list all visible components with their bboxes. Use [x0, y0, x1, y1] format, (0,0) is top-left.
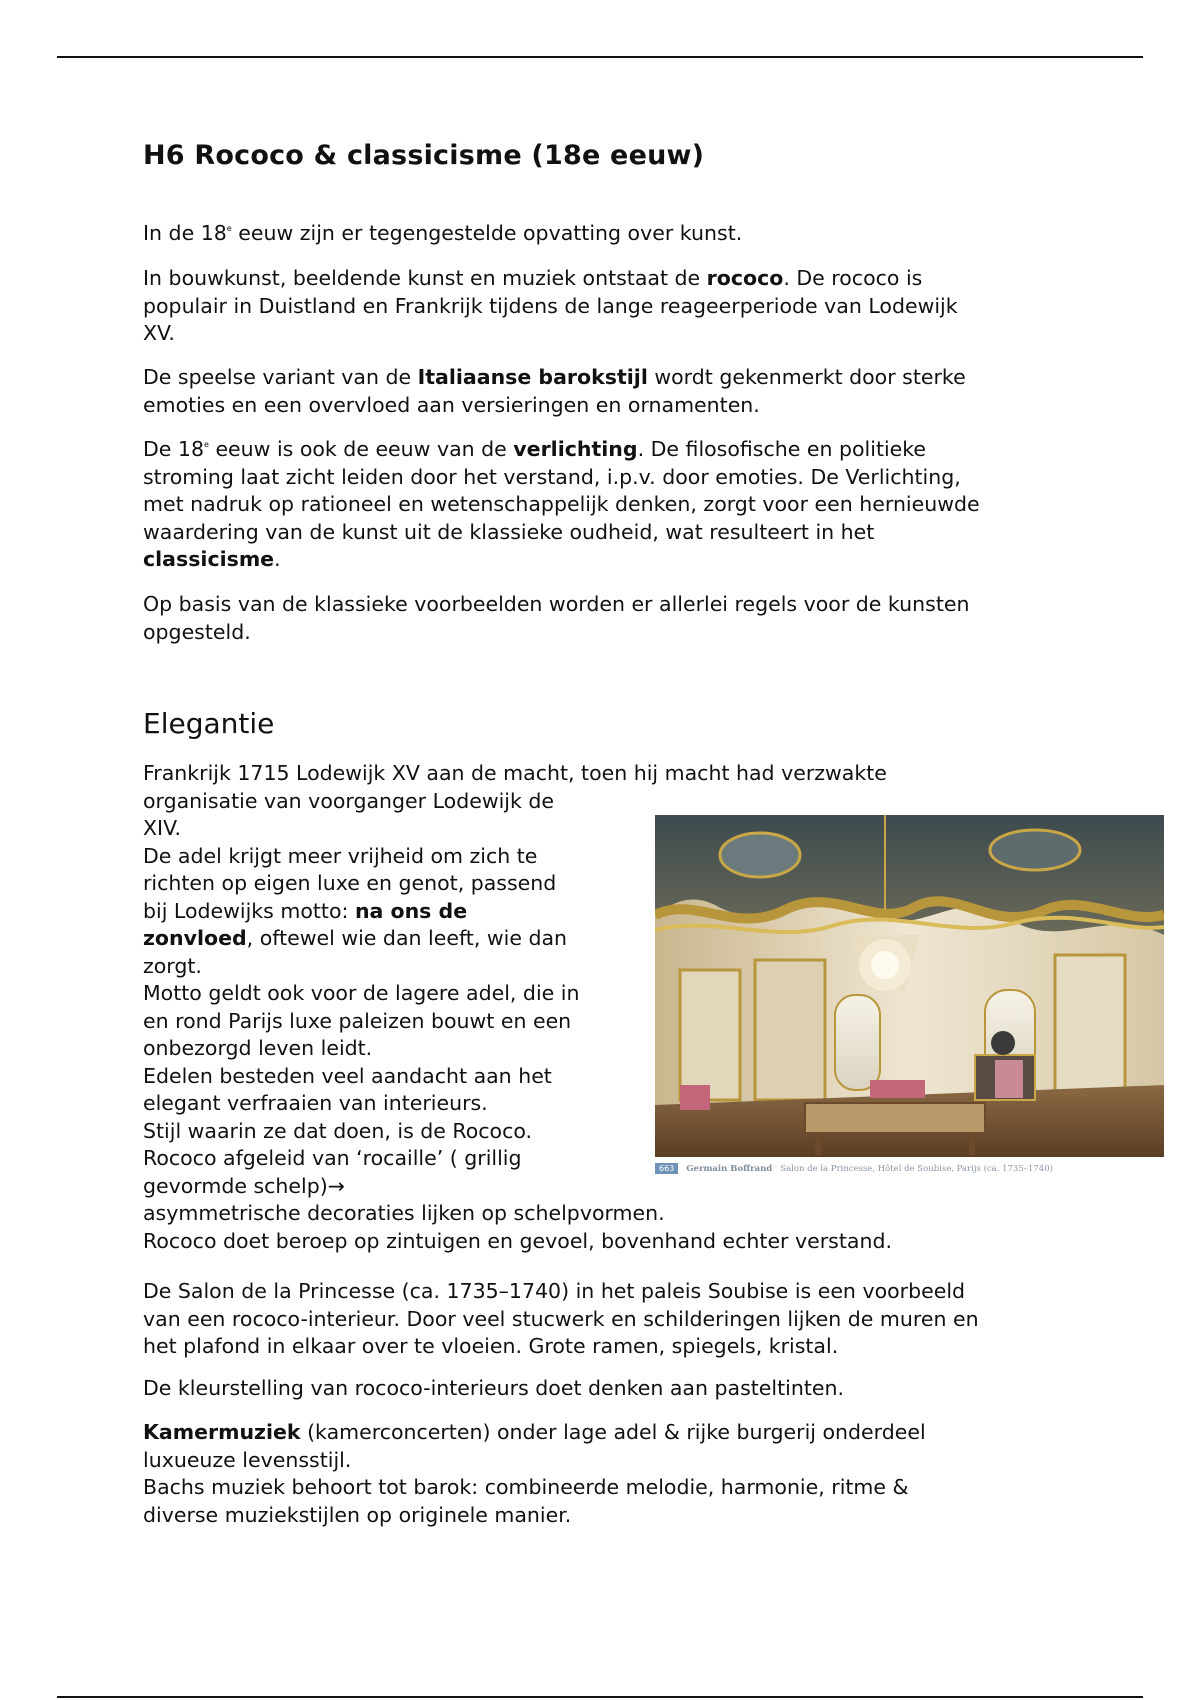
intro-paragraph-5: Op basis van de klassieke voorbeelden worden er allerlei regels voor de kunsten opgesteld. — [143, 592, 970, 644]
figure-number: 663 — [655, 1163, 678, 1174]
intro-paragraph-2: In bouwkunst, beeldende kunst en muziek ontstaat de rococo. De rococo is populair in Duistland en Frankrijk tijdens de lange reageerperiode van Lodewijk XV. — [143, 266, 958, 345]
intro-paragraph-3: De speelse variant van de Italiaanse barokstijl wordt gekenmerkt door sterke emoties en een overvloed aan versieringen en ornamenten. — [143, 365, 966, 417]
kleur-paragraph: De kleurstelling van rococo-interieurs doet denken aan pasteltinten. — [143, 1376, 844, 1400]
figure-caption — [655, 1163, 1164, 1174]
section-title: Elegantie — [143, 707, 275, 740]
page-title: H6 Rococo & classicisme (18e eeuw) — [143, 140, 705, 171]
salon-paragraph: De Salon de la Princesse (ca. 1735–1740) in het paleis Soubise is een voorbeeld van een rococo-interieur. Door veel stucwerk en schilderingen lijken de muren en het plafond in elkaar over te vloeien. Grote ramen, spiegels, kristal. — [143, 1279, 979, 1358]
muziek-paragraph: Kamermuziek (kamerconcerten) onder lage adel & rijke burgerij onderdeel luxueuze levensstijl. Bachs muziek behoort tot barok: combineerde melodie, harmonie, ritme & diverse muziekstijlen op originele manier. — [143, 1420, 926, 1527]
salon-figure — [655, 815, 1164, 1174]
elegantie-text: Frankrijk 1715 Lodewijk XV aan de macht, toen hij macht had verzwakte organisatie van voorganger Lodewijk de XIV. De adel krijgt meer vrijheid om zich te richten op eigen luxe en genot, passend bij Lodewijks motto: na ons de zonvloed, oftewel wie dan leeft, wie dan zorgt. Motto geldt ook voor de lagere adel, die in en rond Parijs luxe paleizen bouwt en een onbezorgd leven leidt. Edelen besteden veel aandacht aan het elegant verfraaien van interieurs. Stijl waarin ze dat doen, is de Rococo. Rococo afgeleid van ‘rocaille’ ( grillig gevormde schelp)→ asymmetrische decoraties lijken op schelpvormen. Rococo doet beroep op zintuigen en gevoel, bovenhand echter verstand. — [143, 761, 892, 1253]
bottom-rule — [57, 1696, 1143, 1698]
salon-de-la-princesse-photo — [655, 815, 1164, 1157]
figure-caption-text: Salon de la Princesse, Hôtel de Soubise, Parijs (ca. 1735–1740) — [780, 1163, 1053, 1174]
intro-paragraph-1: In de 18e eeuw zijn er tegengestelde opvatting over kunst. — [143, 221, 743, 245]
top-rule — [57, 56, 1143, 58]
figure-author: Germain Boffrand — [686, 1163, 773, 1174]
intro-paragraph-4: De 18e eeuw is ook de eeuw van de verlichting. De filosofische en politieke stroming laat zicht leiden door het verstand, i.p.v. door emoties. De Verlichting, met nadruk op rationeel en wetenschappelijk denken, zorgt voor een hernieuwde waardering van de kunst uit de klassieke oudheid, wat resulteert in het classicisme. — [143, 437, 980, 571]
